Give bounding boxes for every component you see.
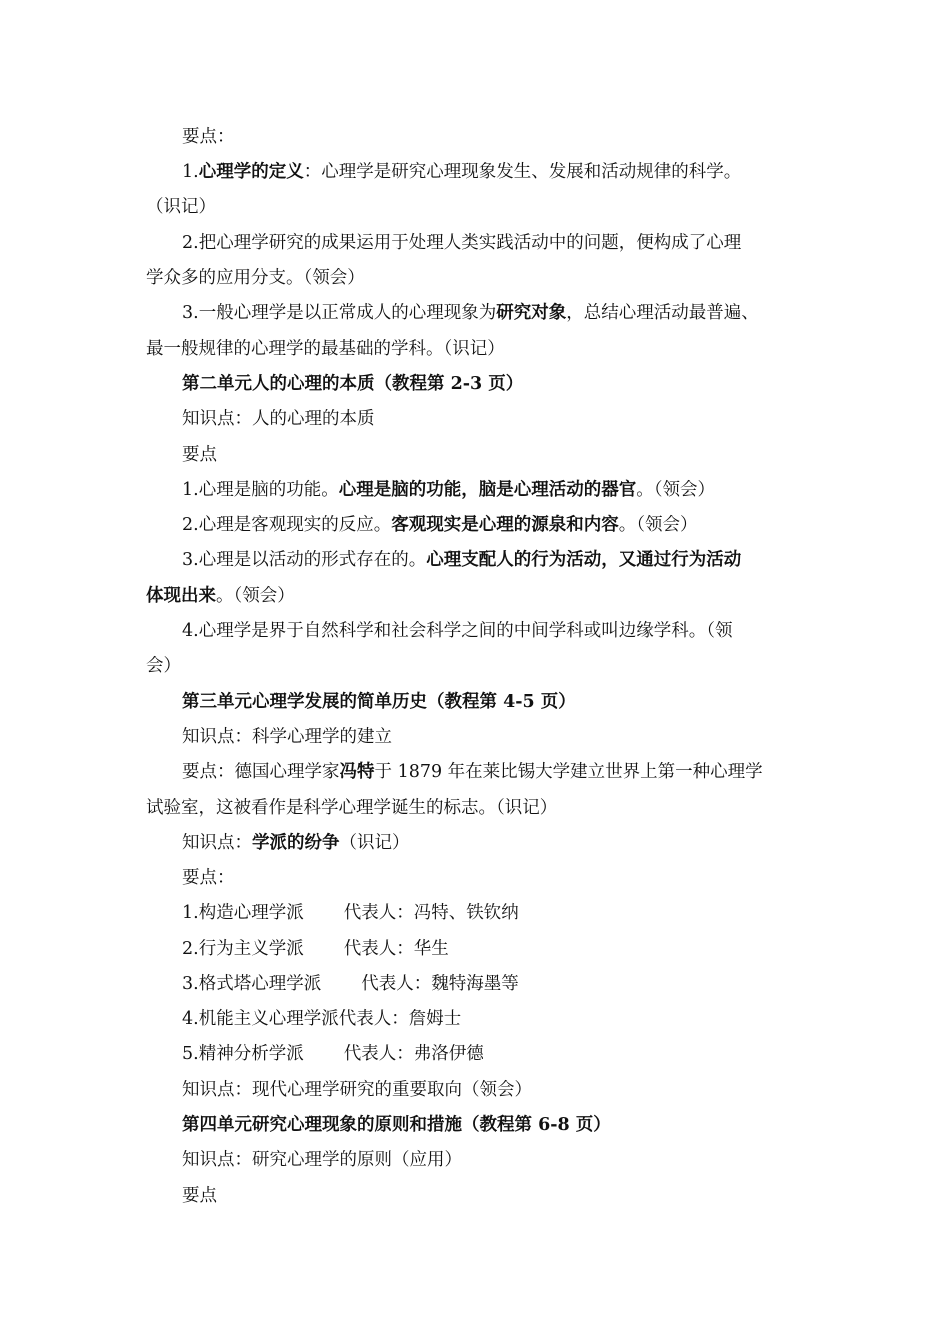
bold-text: 心理学的定义 — [198, 162, 304, 182]
text-line — [182, 443, 217, 467]
text-segment: 1. — [182, 162, 199, 182]
text-line — [182, 831, 410, 855]
text-line — [182, 619, 732, 643]
text-segment: 要点：德国心理学家 — [182, 762, 340, 782]
bold-text: 心理是脑的功能，脑是心理活动的器官 — [338, 480, 637, 500]
text-segment: ，总结心理活动最普遍、 — [566, 303, 759, 323]
text-segment: 5.精神分析学派 — [182, 1044, 304, 1064]
text-segment: 要点 — [182, 445, 217, 465]
text-line — [182, 1184, 217, 1208]
text-segment: 要点： — [182, 127, 235, 147]
school-row — [182, 972, 519, 996]
bold-text: 第四单元研究心理现象的原则和措施（教程第 6-8 页） — [182, 1115, 611, 1135]
bold-text: 第二单元人的心理的本质（教程第 2-3 页） — [182, 374, 524, 394]
text-segment: 3.一般心理学是以正常成人的心理现象为 — [182, 303, 497, 323]
text-line — [182, 125, 235, 149]
bold-text: 体现出来 — [146, 586, 216, 606]
text-segment: 1.构造心理学派 — [182, 903, 304, 923]
text-line — [182, 1148, 462, 1172]
school-row — [182, 1007, 461, 1031]
text-line — [182, 231, 741, 255]
text-segment: 3.心理是以活动的形式存在的。 — [182, 550, 427, 570]
section-heading — [182, 1113, 611, 1137]
text-line — [182, 513, 697, 537]
school-row — [182, 1042, 484, 1066]
section-heading — [182, 690, 576, 714]
text-segment: 代表人：冯特、铁钦纳 — [343, 903, 519, 923]
text-line — [182, 866, 235, 890]
text-segment: 于 1879 年在莱比锡大学建立世界上第一种心理学 — [374, 762, 763, 782]
text-segment: 试验室，这被看作是科学心理学诞生的标志。（识记） — [146, 798, 558, 818]
bold-text: 心理支配人的行为活动，又通过行为活动 — [426, 550, 742, 570]
text-line — [146, 195, 216, 219]
section-heading — [182, 372, 523, 396]
bold-text: 冯特 — [339, 762, 375, 782]
text-segment: 代表人：弗洛伊德 — [343, 1044, 484, 1064]
text-segment: （识记） — [339, 833, 410, 853]
bold-text: 第三单元心理学发展的简单历史（教程第 4-5 页） — [182, 692, 576, 712]
text-line — [182, 478, 715, 502]
text-segment: 最一般规律的心理学的最基础的学科。（识记） — [146, 339, 505, 359]
text-segment: （识记） — [146, 197, 216, 217]
text-segment: 4.机能主义心理学派代表人：詹姆士 — [182, 1009, 462, 1029]
text-segment: ：心理学是研究心理现象发生、发展和活动规律的科学。 — [303, 162, 742, 182]
bold-text: 学派的纷争 — [252, 833, 340, 853]
text-line — [182, 160, 741, 184]
bold-text: 客观现实是心理的源泉和内容 — [391, 515, 619, 535]
text-line — [182, 301, 759, 325]
text-segment: 知识点： — [182, 833, 252, 853]
text-line — [146, 654, 181, 678]
text-segment: 要点： — [182, 868, 235, 888]
school-row — [182, 901, 519, 925]
text-segment: 2.心理是客观现实的反应。 — [182, 515, 392, 535]
text-segment: 代表人：魏特海墨等 — [361, 974, 519, 994]
text-segment: 知识点：现代心理学研究的重要取向（领会） — [182, 1080, 532, 1100]
text-segment: 。（领会） — [618, 515, 698, 535]
text-segment: 2.把心理学研究的成果运用于处理人类实践活动中的问题，便构成了心理 — [182, 233, 742, 253]
text-segment: 3.格式塔心理学派 — [182, 974, 322, 994]
text-segment: 要点 — [182, 1186, 217, 1206]
text-segment: 知识点：科学心理学的建立 — [182, 727, 392, 747]
school-row — [182, 937, 449, 961]
text-line — [146, 584, 295, 608]
text-line — [182, 548, 741, 572]
text-line — [146, 266, 365, 290]
text-segment: 知识点：人的心理的本质 — [182, 409, 375, 429]
text-segment: 2.行为主义学派 — [182, 939, 304, 959]
text-line — [182, 725, 392, 749]
text-segment: 学众多的应用分支。（领会） — [146, 268, 365, 288]
text-segment: 代表人：华生 — [343, 939, 449, 959]
text-segment: 。（领会） — [636, 480, 715, 500]
text-segment: 知识点：研究心理学的原则（应用） — [182, 1150, 462, 1170]
text-line — [182, 407, 375, 431]
text-line — [146, 337, 505, 361]
text-segment: 。（领会） — [216, 586, 295, 606]
text-segment: 4.心理学是界于自然科学和社会科学之间的中间学科或叫边缘学科。（领 — [182, 621, 733, 641]
text-segment: 1.心理是脑的功能。 — [182, 480, 339, 500]
text-segment: 会） — [146, 656, 181, 676]
text-line — [182, 1078, 532, 1102]
text-line — [182, 760, 763, 784]
text-line — [146, 796, 557, 820]
bold-text: 研究对象 — [496, 303, 567, 323]
